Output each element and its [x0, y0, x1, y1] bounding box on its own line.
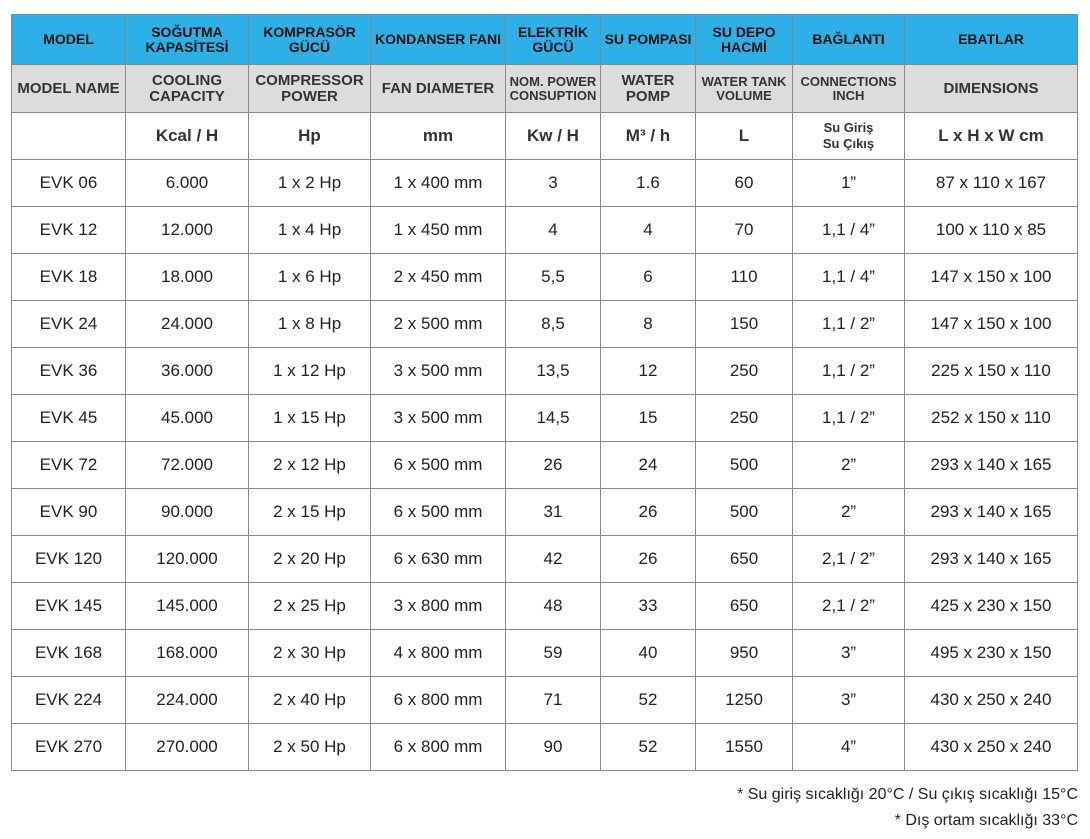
cell-fan-diameter: 6 x 800 mm	[371, 724, 506, 771]
cell-compressor-power: 2 x 12 Hp	[249, 442, 371, 489]
cell-cooling-capacity: 36.000	[126, 348, 249, 395]
cell-dimensions: 293 x 140 x 165	[905, 489, 1078, 536]
cell-power-consumption: 59	[506, 630, 601, 677]
cell-power-consumption: 26	[506, 442, 601, 489]
cell-dimensions: 430 x 250 x 240	[905, 677, 1078, 724]
cell-water-pump: 26	[601, 536, 696, 583]
cell-connection: 1,1 / 2”	[793, 395, 905, 442]
cell-cooling-capacity: 224.000	[126, 677, 249, 724]
cell-dimensions: 430 x 250 x 240	[905, 724, 1078, 771]
header-tank-tr: SU DEPO HACMİ	[696, 15, 793, 65]
cell-cooling-capacity: 90.000	[126, 489, 249, 536]
cell-power-consumption: 8,5	[506, 301, 601, 348]
cell-tank-volume: 250	[696, 395, 793, 442]
cell-power-consumption: 3	[506, 160, 601, 207]
cell-compressor-power: 2 x 50 Hp	[249, 724, 371, 771]
cell-connection: 1,1 / 2”	[793, 301, 905, 348]
cell-compressor-power: 1 x 15 Hp	[249, 395, 371, 442]
cell-connection: 3”	[793, 677, 905, 724]
cell-connection: 2,1 / 2”	[793, 536, 905, 583]
cell-compressor-power: 1 x 4 Hp	[249, 207, 371, 254]
footnote-ambient-temp: * Dış ortam sıcaklığı 33°C	[894, 812, 1078, 829]
header-compressor-en: COMPRESSOR POWER	[249, 65, 371, 113]
cell-power-consumption: 48	[506, 583, 601, 630]
cell-model: EVK 12	[12, 207, 126, 254]
cell-model: EVK 72	[12, 442, 126, 489]
cell-tank-volume: 250	[696, 348, 793, 395]
cell-cooling-capacity: 6.000	[126, 160, 249, 207]
cell-connection: 4”	[793, 724, 905, 771]
cell-connection: 1,1 / 4”	[793, 207, 905, 254]
table-row	[12, 442, 1078, 489]
cell-cooling-capacity: 120.000	[126, 536, 249, 583]
spec-table	[11, 14, 1078, 771]
cell-compressor-power: 1 x 8 Hp	[249, 301, 371, 348]
unit-fan: mm	[371, 113, 506, 160]
cell-compressor-power: 2 x 25 Hp	[249, 583, 371, 630]
cell-model: EVK 168	[12, 630, 126, 677]
header-power-tr: ELEKTRİK GÜCÜ	[506, 15, 601, 65]
table-row	[12, 160, 1078, 207]
cell-water-pump: 12	[601, 348, 696, 395]
cell-connection: 2”	[793, 489, 905, 536]
cell-water-pump: 33	[601, 583, 696, 630]
turkish-header-row	[12, 15, 1078, 65]
cell-tank-volume: 1550	[696, 724, 793, 771]
cell-fan-diameter: 3 x 500 mm	[371, 395, 506, 442]
header-tank-en: WATER TANK VOLUME	[696, 65, 793, 113]
english-header-row	[12, 65, 1078, 113]
cell-model: EVK 45	[12, 395, 126, 442]
cell-power-consumption: 31	[506, 489, 601, 536]
cell-power-consumption: 14,5	[506, 395, 601, 442]
cell-power-consumption: 4	[506, 207, 601, 254]
unit-row	[12, 113, 1078, 160]
cell-dimensions: 225 x 150 x 110	[905, 348, 1078, 395]
unit-pump: M³ / h	[601, 113, 696, 160]
table-row	[12, 536, 1078, 583]
table-row	[12, 677, 1078, 724]
table-row	[12, 630, 1078, 677]
cell-fan-diameter: 6 x 800 mm	[371, 677, 506, 724]
cell-water-pump: 52	[601, 724, 696, 771]
cell-water-pump: 15	[601, 395, 696, 442]
cell-connection: 2”	[793, 442, 905, 489]
header-connection-en: CONNECTIONS INCH	[793, 65, 905, 113]
cell-cooling-capacity: 270.000	[126, 724, 249, 771]
table-row	[12, 724, 1078, 771]
cell-dimensions: 293 x 140 x 165	[905, 536, 1078, 583]
footnotes	[737, 782, 1078, 834]
cell-fan-diameter: 4 x 800 mm	[371, 630, 506, 677]
table-row	[12, 348, 1078, 395]
cell-power-consumption: 5,5	[506, 254, 601, 301]
cell-compressor-power: 1 x 2 Hp	[249, 160, 371, 207]
cell-model: EVK 18	[12, 254, 126, 301]
cell-compressor-power: 2 x 15 Hp	[249, 489, 371, 536]
table-row	[12, 583, 1078, 630]
cell-connection: 3”	[793, 630, 905, 677]
header-model-tr: MODEL	[12, 15, 126, 65]
header-fan-en: FAN DIAMETER	[371, 65, 506, 113]
cell-fan-diameter: 3 x 800 mm	[371, 583, 506, 630]
cell-fan-diameter: 1 x 450 mm	[371, 207, 506, 254]
cell-model: EVK 120	[12, 536, 126, 583]
cell-compressor-power: 2 x 40 Hp	[249, 677, 371, 724]
cell-fan-diameter: 2 x 500 mm	[371, 301, 506, 348]
cell-model: EVK 24	[12, 301, 126, 348]
header-dimensions-tr: EBATLAR	[905, 15, 1078, 65]
cell-model: EVK 224	[12, 677, 126, 724]
cell-water-pump: 40	[601, 630, 696, 677]
cell-dimensions: 293 x 140 x 165	[905, 442, 1078, 489]
cell-model: EVK 270	[12, 724, 126, 771]
table-row	[12, 207, 1078, 254]
header-pump-en: WATER POMP	[601, 65, 696, 113]
cell-fan-diameter: 2 x 450 mm	[371, 254, 506, 301]
cell-dimensions: 100 x 110 x 85	[905, 207, 1078, 254]
header-pump-tr: SU POMPASI	[601, 15, 696, 65]
cell-connection: 2,1 / 2”	[793, 583, 905, 630]
cell-tank-volume: 950	[696, 630, 793, 677]
cell-fan-diameter: 6 x 630 mm	[371, 536, 506, 583]
unit-cooling: Kcal / H	[126, 113, 249, 160]
cell-tank-volume: 650	[696, 536, 793, 583]
cell-water-pump: 1.6	[601, 160, 696, 207]
table-row	[12, 254, 1078, 301]
unit-model	[12, 113, 126, 160]
unit-dimensions: L x H x W cm	[905, 113, 1078, 160]
header-connection-tr: BAĞLANTI	[793, 15, 905, 65]
cell-power-consumption: 13,5	[506, 348, 601, 395]
cell-fan-diameter: 1 x 400 mm	[371, 160, 506, 207]
cell-model: EVK 06	[12, 160, 126, 207]
header-compressor-tr: KOMPRASÖR GÜCÜ	[249, 15, 371, 65]
cell-water-pump: 8	[601, 301, 696, 348]
cell-tank-volume: 500	[696, 442, 793, 489]
cell-tank-volume: 110	[696, 254, 793, 301]
cell-water-pump: 26	[601, 489, 696, 536]
header-cooling-en: COOLING CAPACITY	[126, 65, 249, 113]
cell-dimensions: 147 x 150 x 100	[905, 301, 1078, 348]
table-row	[12, 301, 1078, 348]
cell-dimensions: 252 x 150 x 110	[905, 395, 1078, 442]
cell-dimensions: 87 x 110 x 167	[905, 160, 1078, 207]
cell-tank-volume: 70	[696, 207, 793, 254]
cell-connection: 1,1 / 2”	[793, 348, 905, 395]
cell-power-consumption: 71	[506, 677, 601, 724]
cell-model: EVK 36	[12, 348, 126, 395]
cell-fan-diameter: 6 x 500 mm	[371, 489, 506, 536]
cell-cooling-capacity: 24.000	[126, 301, 249, 348]
table-row	[12, 395, 1078, 442]
table-row	[12, 489, 1078, 536]
unit-tank: L	[696, 113, 793, 160]
cell-cooling-capacity: 12.000	[126, 207, 249, 254]
cell-dimensions: 147 x 150 x 100	[905, 254, 1078, 301]
cell-fan-diameter: 6 x 500 mm	[371, 442, 506, 489]
header-dimensions-en: DIMENSIONS	[905, 65, 1078, 113]
cell-dimensions: 425 x 230 x 150	[905, 583, 1078, 630]
cell-cooling-capacity: 18.000	[126, 254, 249, 301]
footnote-water-temp: * Su giriş sıcaklığı 20°C / Su çıkış sıcaklığı 15°C	[737, 786, 1078, 803]
cell-dimensions: 495 x 230 x 150	[905, 630, 1078, 677]
cell-water-pump: 4	[601, 207, 696, 254]
header-fan-tr: KONDANSER FANI	[371, 15, 506, 65]
cell-compressor-power: 1 x 12 Hp	[249, 348, 371, 395]
cell-water-pump: 52	[601, 677, 696, 724]
unit-power: Kw / H	[506, 113, 601, 160]
cell-cooling-capacity: 72.000	[126, 442, 249, 489]
table-body	[12, 160, 1078, 771]
cell-compressor-power: 1 x 6 Hp	[249, 254, 371, 301]
cell-tank-volume: 150	[696, 301, 793, 348]
cell-cooling-capacity: 168.000	[126, 630, 249, 677]
unit-compressor: Hp	[249, 113, 371, 160]
header-cooling-tr: SOĞUTMA KAPASİTESİ	[126, 15, 249, 65]
cell-tank-volume: 500	[696, 489, 793, 536]
cell-model: EVK 145	[12, 583, 126, 630]
cell-fan-diameter: 3 x 500 mm	[371, 348, 506, 395]
cell-tank-volume: 650	[696, 583, 793, 630]
cell-connection: 1,1 / 4”	[793, 254, 905, 301]
cell-water-pump: 6	[601, 254, 696, 301]
cell-compressor-power: 2 x 30 Hp	[249, 630, 371, 677]
cell-connection: 1”	[793, 160, 905, 207]
unit-connection: Su Giriş Su Çıkış	[793, 113, 905, 160]
cell-power-consumption: 42	[506, 536, 601, 583]
header-power-en: NOM. POWER CONSUPTION	[506, 65, 601, 113]
cell-model: EVK 90	[12, 489, 126, 536]
cell-tank-volume: 1250	[696, 677, 793, 724]
cell-compressor-power: 2 x 20 Hp	[249, 536, 371, 583]
cell-water-pump: 24	[601, 442, 696, 489]
cell-tank-volume: 60	[696, 160, 793, 207]
header-model-en: MODEL NAME	[12, 65, 126, 113]
cell-cooling-capacity: 145.000	[126, 583, 249, 630]
cell-power-consumption: 90	[506, 724, 601, 771]
cell-cooling-capacity: 45.000	[126, 395, 249, 442]
